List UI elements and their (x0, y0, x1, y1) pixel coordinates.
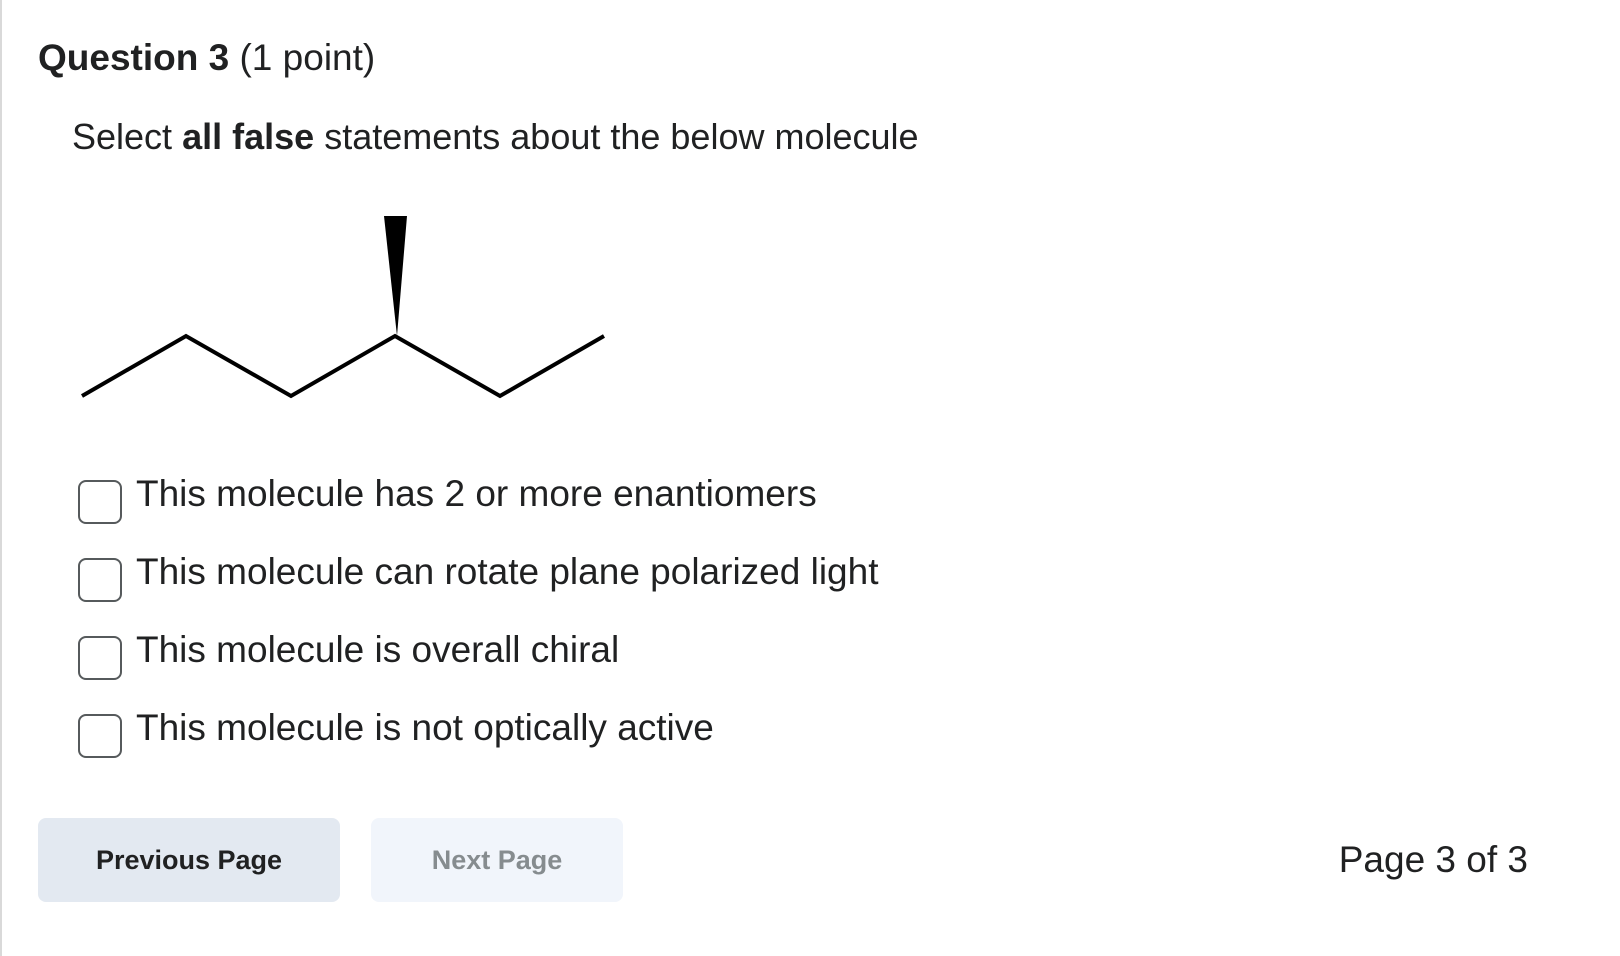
answer-option[interactable] (78, 628, 878, 706)
next-page-button[interactable]: Next Page (371, 818, 623, 902)
question-points: (1 point) (239, 37, 376, 78)
previous-page-button[interactable]: Previous Page (38, 818, 340, 902)
page-indicator: Page 3 of 3 (1338, 839, 1528, 880)
option-checkbox[interactable] (78, 480, 122, 524)
option-checkbox[interactable] (78, 636, 122, 680)
molecule-structure-image (0, 0, 700, 440)
option-label[interactable]: This molecule is not optically active (136, 707, 714, 748)
carbon-chain-bonds (82, 336, 604, 396)
wedge-bond (384, 216, 407, 336)
question-number: Question 3 (38, 37, 230, 78)
option-label[interactable]: This molecule has 2 or more enantiomers (136, 473, 817, 514)
option-label[interactable]: This molecule is overall chiral (136, 629, 620, 670)
answer-option[interactable] (78, 550, 878, 628)
answer-option[interactable] (78, 706, 878, 784)
prompt-text-emphasis: all false (182, 116, 315, 157)
option-label[interactable]: This molecule can rotate plane polarized light (136, 551, 879, 592)
option-checkbox[interactable] (78, 714, 122, 758)
answer-options (78, 472, 878, 784)
option-checkbox[interactable] (78, 558, 122, 602)
prompt-text-start: Select (72, 116, 173, 157)
prompt-text-end: statements about the below molecule (324, 116, 919, 157)
answer-option[interactable] (78, 472, 878, 550)
